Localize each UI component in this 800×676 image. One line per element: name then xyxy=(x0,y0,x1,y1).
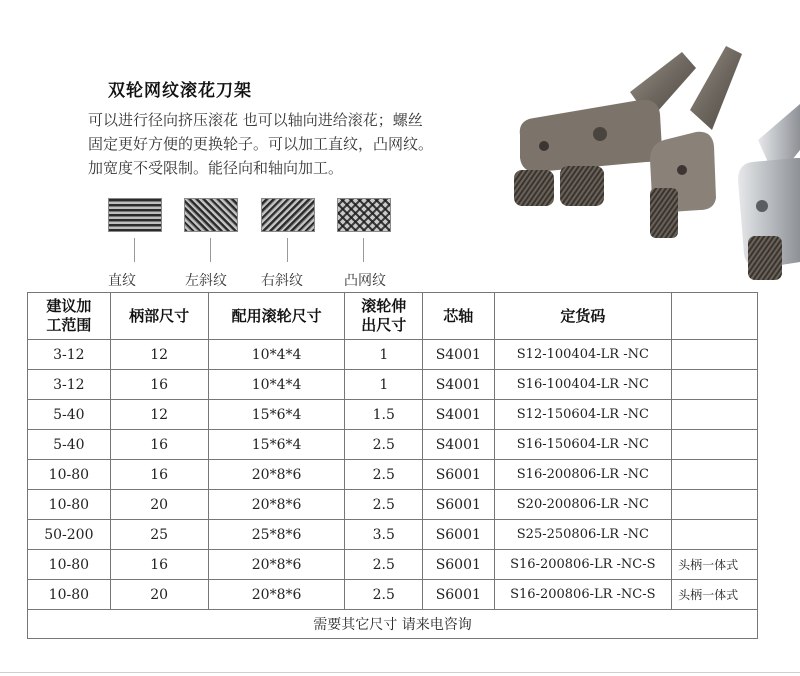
pointer-line xyxy=(363,238,364,262)
pointer-line xyxy=(210,238,211,262)
col-header-extension: 滚轮伸 出尺寸 xyxy=(345,293,423,340)
cell-wheel: 10*4*4 xyxy=(208,340,345,370)
table-row xyxy=(28,550,758,580)
cell-extension: 2.5 xyxy=(345,490,423,520)
cell-shank: 20 xyxy=(110,490,208,520)
left-diagonal-knurl-swatch xyxy=(184,198,238,232)
cell-note xyxy=(672,460,758,490)
cell-order-code: S16-200806-LR -NC xyxy=(494,460,672,490)
divider xyxy=(0,672,800,673)
cell-arbor: S6001 xyxy=(423,490,494,520)
cell-order-code: S20-200806-LR -NC xyxy=(494,490,672,520)
table-row xyxy=(28,400,758,430)
description-line: 可以进行径向挤压滚花 也可以轴向进给滚花；螺丝 xyxy=(88,111,423,129)
cell-extension: 2.5 xyxy=(345,460,423,490)
cell-arbor: S6001 xyxy=(423,520,494,550)
cell-range: 3-12 xyxy=(28,340,111,370)
table-row xyxy=(28,430,758,460)
product-description xyxy=(88,108,498,180)
cell-range: 5-40 xyxy=(28,400,111,430)
cell-arbor: S4001 xyxy=(423,370,494,400)
cell-note xyxy=(672,430,758,460)
cell-note xyxy=(672,370,758,400)
cell-wheel: 25*8*6 xyxy=(208,520,345,550)
page-title: 双轮网纹滚花刀架 xyxy=(108,81,252,101)
cell-arbor: S4001 xyxy=(423,340,494,370)
cell-wheel: 20*8*6 xyxy=(208,490,345,520)
pattern-label-straight: 直纹 xyxy=(108,273,136,289)
pattern-label-raised: 凸网纹 xyxy=(344,273,386,289)
cell-range: 10-80 xyxy=(28,580,111,610)
cell-note: 头柄一体式 xyxy=(672,550,758,580)
cell-extension: 1.5 xyxy=(345,400,423,430)
cell-note xyxy=(672,400,758,430)
cell-note xyxy=(672,520,758,550)
cell-shank: 16 xyxy=(110,430,208,460)
description-line: 固定更好方便的更换轮子。可以加工直纹，凸网纹。 xyxy=(88,135,434,153)
col-header-wheel: 配用滚轮尺寸 xyxy=(208,293,345,340)
col-header-note xyxy=(672,293,758,340)
cell-wheel: 20*8*6 xyxy=(208,460,345,490)
col-header-order-code: 定货码 xyxy=(494,293,672,340)
cell-order-code: S16-100404-LR -NC xyxy=(494,370,672,400)
description-line: 加宽度不受限制。能径向和轴向加工。 xyxy=(88,159,344,177)
cell-extension: 3.5 xyxy=(345,520,423,550)
col-header-range: 建议加 工范围 xyxy=(28,293,111,340)
cell-range: 10-80 xyxy=(28,460,111,490)
specification-table xyxy=(27,292,758,639)
raised-diamond-knurl-swatch xyxy=(337,198,391,232)
pointer-line xyxy=(134,238,135,262)
table-row xyxy=(28,340,758,370)
straight-knurl-swatch xyxy=(108,198,162,232)
cell-extension: 2.5 xyxy=(345,550,423,580)
table-row xyxy=(28,370,758,400)
cell-extension: 1 xyxy=(345,370,423,400)
cell-wheel: 15*6*4 xyxy=(208,430,345,460)
cell-shank: 20 xyxy=(110,580,208,610)
cell-note xyxy=(672,490,758,520)
col-header-arbor: 芯轴 xyxy=(423,293,494,340)
cell-range: 3-12 xyxy=(28,370,111,400)
cell-wheel: 20*8*6 xyxy=(208,580,345,610)
right-diagonal-knurl-swatch xyxy=(261,198,315,232)
table-row xyxy=(28,460,758,490)
cell-shank: 16 xyxy=(110,370,208,400)
table-row xyxy=(28,490,758,520)
cell-arbor: S6001 xyxy=(423,460,494,490)
cell-order-code: S16-200806-LR -NC-S xyxy=(494,580,672,610)
contact-note: 需要其它尺寸 请来电咨询 xyxy=(28,610,758,639)
cell-arbor: S4001 xyxy=(423,400,494,430)
cell-note xyxy=(672,340,758,370)
table-header-row xyxy=(28,293,758,340)
cell-shank: 25 xyxy=(110,520,208,550)
cell-order-code: S12-150604-LR -NC xyxy=(494,400,672,430)
pattern-label-left: 左斜纹 xyxy=(185,273,227,289)
cell-shank: 12 xyxy=(110,340,208,370)
cell-shank: 16 xyxy=(110,460,208,490)
cell-wheel: 20*8*6 xyxy=(208,550,345,580)
cell-range: 5-40 xyxy=(28,430,111,460)
cell-order-code: S16-200806-LR -NC-S xyxy=(494,550,672,580)
cell-order-code: S25-250806-LR -NC xyxy=(494,520,672,550)
pointer-line xyxy=(287,238,288,262)
cell-range: 10-80 xyxy=(28,550,111,580)
cell-order-code: S12-100404-LR -NC xyxy=(494,340,672,370)
cell-arbor: S6001 xyxy=(423,580,494,610)
cell-range: 10-80 xyxy=(28,490,111,520)
cell-shank: 12 xyxy=(110,400,208,430)
table-footer-row xyxy=(28,610,758,639)
cell-wheel: 10*4*4 xyxy=(208,370,345,400)
col-header-shank: 柄部尺寸 xyxy=(110,293,208,340)
cell-note: 头柄一体式 xyxy=(672,580,758,610)
cell-arbor: S6001 xyxy=(423,550,494,580)
pattern-label-right: 右斜纹 xyxy=(261,273,303,289)
cell-range: 50-200 xyxy=(28,520,111,550)
knurling-tool-photo xyxy=(500,40,800,292)
cell-extension: 1 xyxy=(345,340,423,370)
cell-extension: 2.5 xyxy=(345,430,423,460)
cell-wheel: 15*6*4 xyxy=(208,400,345,430)
table-row xyxy=(28,520,758,550)
cell-extension: 2.5 xyxy=(345,580,423,610)
cell-arbor: S4001 xyxy=(423,430,494,460)
cell-shank: 16 xyxy=(110,550,208,580)
table-row xyxy=(28,580,758,610)
cell-order-code: S16-150604-LR -NC xyxy=(494,430,672,460)
